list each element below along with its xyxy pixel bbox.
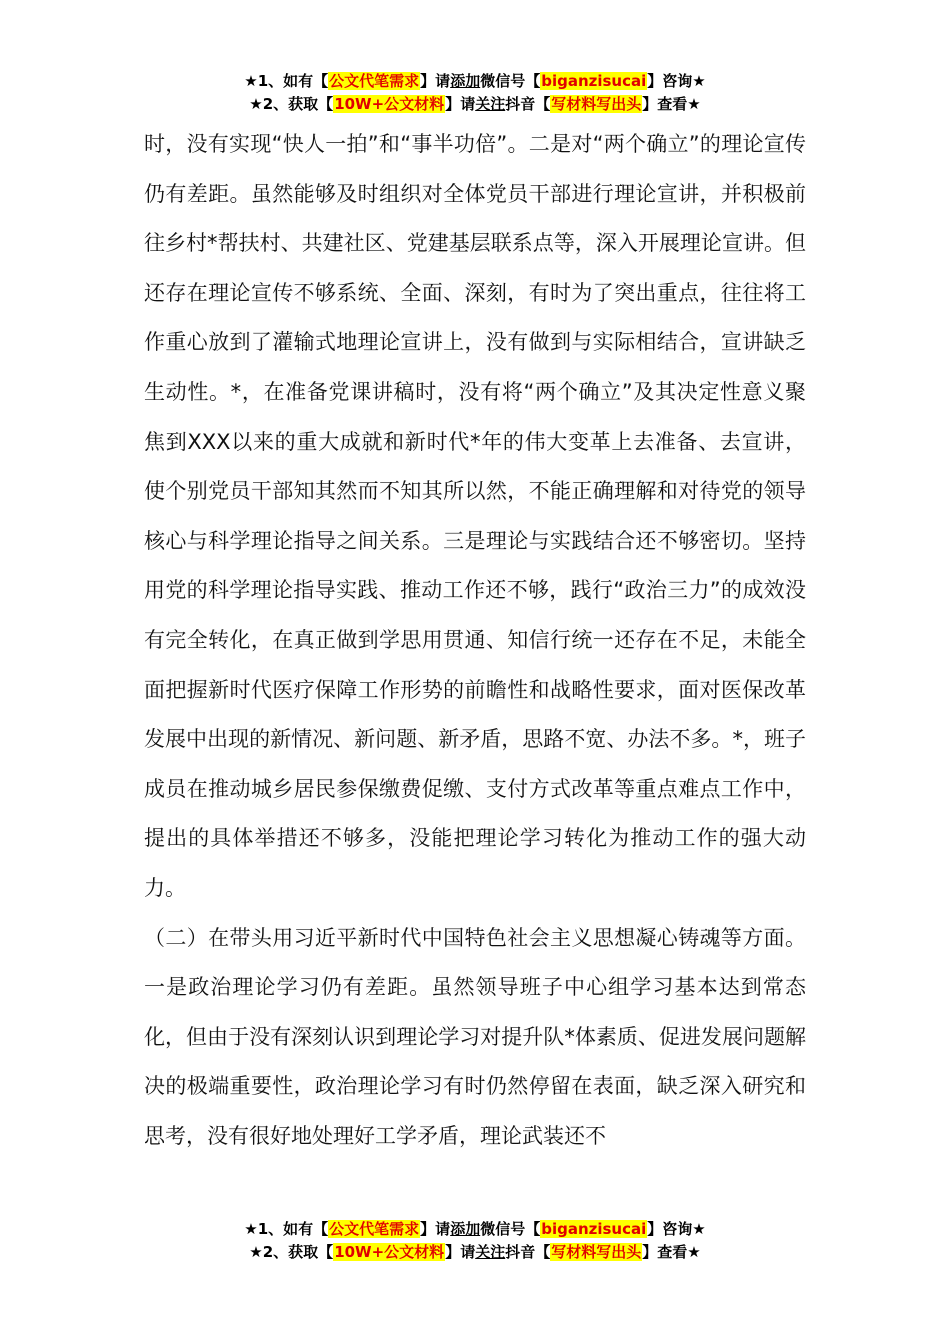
banner-text: ★2、获取【: [249, 1243, 334, 1261]
banner-text: 微信号【: [480, 1220, 541, 1238]
banner-text-add: 添加: [450, 1220, 481, 1238]
banner-text: ★2、获取【: [249, 95, 334, 113]
highlight-materials: 10W+公文材料: [334, 95, 445, 113]
banner-line-1: [0, 70, 950, 93]
banner-text: 抖音【: [505, 1243, 551, 1261]
banner-line-2: [0, 1241, 950, 1264]
banner-text: 】咨询★: [647, 72, 706, 90]
banner-text-add: 添加: [450, 72, 481, 90]
document-body: [144, 120, 806, 1161]
banner-text: 抖音【: [505, 95, 551, 113]
banner-text-follow: 关注: [475, 1243, 506, 1261]
header-banner: [0, 70, 950, 116]
banner-text: 】查看★: [642, 95, 701, 113]
paragraph: （二）在带头用习近平新时代中国特色社会主义思想凝心铸魂等方面。一是政治理论学习仍有差距。虽然领导班子中心组学习基本达到常态化，但由于没有深刻认识到理论学习对提升队*体素质、促进发展问题解决的极端重要性，政治理论学习有时仍然停留在表面，缺乏深入研究和思考，没有很好地处理好工学矛盾，理论武装还不: [144, 925, 806, 1148]
banner-text-follow: 关注: [475, 95, 506, 113]
banner-text: 】咨询★: [647, 1220, 706, 1238]
banner-text: 】请: [445, 95, 476, 113]
paragraph: 时，没有实现“快人一拍”和“事半功倍”。二是对“两个确立”的理论宣传仍有差距。虽然能够及时组织对全体党员干部进行理论宣讲，并积极前往乡村*帮扶村、共建社区、党建基层联系点等，深入开展理论宣讲。但还存在理论宣传不够系统、全面、深刻，有时为了突出重点，往往将工作重心放到了灌输式地理论宣讲上，没有做到与实际相结合，宣讲缺乏生动性。*，在准备党课讲稿时，没有将“两个确立”及其决定性意义聚焦到XXX以来的重大成就和新时代*年的伟大变革上去准备、去宣讲，使个别党员干部知其然而不知其所以然，不能正确理解和对待党的领导核心与科学理论指导之间关系。三是理论与实践结合还不够密切。坚持用党的科学理论指导实践、推动工作还不够，践行“政治三力”的成效没有完全转化，在真正做到学思用贯通、知信行统一还存在不足，未能全面把握新时代医疗保障工作形势的前瞻性和战略性要求，面对医保改革发展中出现的新情况、新问题、新矛盾，思路不宽、办法不多。*，班子成员在推动城乡居民参保缴费促缴、支付方式改革等重点难点工作中，提出的具体举措还不够多，没能把理论学习转化为推动工作的强大动力。: [144, 132, 806, 900]
highlight-douyin: 写材料写出头: [551, 1243, 642, 1261]
banner-text: 】请: [420, 1220, 451, 1238]
banner-text: 】请: [420, 72, 451, 90]
banner-text: ★1、如有【: [244, 1220, 329, 1238]
footer-banner: [0, 1218, 950, 1264]
banner-line-2: [0, 93, 950, 116]
highlight-wechat-id: biganzisucai: [541, 1220, 647, 1238]
highlight-douyin: 写材料写出头: [551, 95, 642, 113]
banner-line-1: [0, 1218, 950, 1241]
banner-text: 微信号【: [480, 72, 541, 90]
highlight-wechat-id: biganzisucai: [541, 72, 647, 90]
banner-text: ★1、如有【: [244, 72, 329, 90]
banner-text: 】查看★: [642, 1243, 701, 1261]
highlight-ghostwriting: 公文代笔需求: [329, 1220, 420, 1238]
highlight-ghostwriting: 公文代笔需求: [329, 72, 420, 90]
banner-text: 】请: [445, 1243, 476, 1261]
highlight-materials: 10W+公文材料: [334, 1243, 445, 1261]
